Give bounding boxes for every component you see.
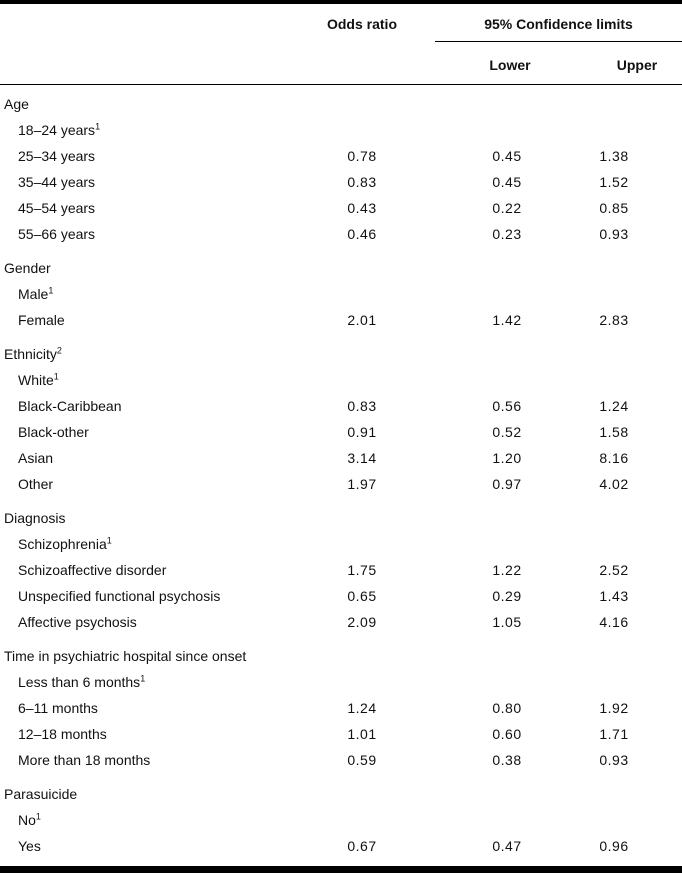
section-gender <box>4 255 682 333</box>
table-row <box>4 833 682 859</box>
odds-ratio-value: 0.83 <box>347 174 377 190</box>
ci-lower-value: 0.38 <box>492 752 522 768</box>
row-label-text: 25–34 years <box>18 148 96 164</box>
section-title-row <box>4 643 682 669</box>
ci-lower-value: 0.23 <box>492 226 522 242</box>
ci-lower-value: 0.80 <box>492 700 522 716</box>
table-row <box>4 669 682 695</box>
row-label-text: 45–54 years <box>18 200 96 216</box>
table-row <box>4 471 682 497</box>
table-row <box>4 807 682 833</box>
row-label <box>4 424 280 440</box>
column-header-lower: Lower <box>489 57 531 73</box>
table-row <box>4 117 682 143</box>
row-label-text: Less than 6 months <box>18 674 141 690</box>
odds-ratio-value: 0.67 <box>347 838 377 854</box>
reference-marker: 1 <box>53 371 59 382</box>
table-row <box>4 195 682 221</box>
table-row <box>4 445 682 471</box>
table-row <box>4 557 682 583</box>
odds-ratio-value: 3.14 <box>347 450 377 466</box>
reference-marker: 1 <box>95 121 101 132</box>
ci-upper-value: 4.16 <box>599 614 629 630</box>
section-title-text: Age <box>4 96 29 112</box>
table-row <box>4 169 682 195</box>
reference-marker: 1 <box>48 285 54 296</box>
ci-lower-value: 0.60 <box>492 726 522 742</box>
reference-marker: 1 <box>106 535 112 546</box>
section-parasuicide <box>4 781 682 859</box>
table-row <box>4 143 682 169</box>
row-label-text: 35–44 years <box>18 174 96 190</box>
row-label <box>4 614 280 630</box>
ci-upper-value: 1.43 <box>599 588 629 604</box>
section-title-row <box>4 341 682 367</box>
row-label <box>4 536 280 552</box>
row-label-text: Other <box>18 476 54 492</box>
ci-upper-value: 2.83 <box>599 312 629 328</box>
ci-lower-value: 1.22 <box>492 562 522 578</box>
row-label-text: Black-other <box>18 424 89 440</box>
row-label-text: Yes <box>18 838 41 854</box>
odds-ratio-value: 2.09 <box>347 614 377 630</box>
row-label <box>4 200 280 216</box>
row-label-text: White <box>18 372 54 388</box>
section-title-row <box>4 781 682 807</box>
row-label-text: No <box>18 812 36 828</box>
row-label-text: Asian <box>18 450 54 466</box>
table-row <box>4 393 682 419</box>
ci-upper-value: 8.16 <box>599 450 629 466</box>
row-label <box>4 752 280 768</box>
ci-upper-value: 4.02 <box>599 476 629 492</box>
ci-upper-value: 1.38 <box>599 148 629 164</box>
row-label-text: 12–18 months <box>18 726 107 742</box>
table-row <box>4 367 682 393</box>
row-label <box>4 174 280 190</box>
odds-ratio-value: 0.46 <box>347 226 377 242</box>
column-group-header-confidence-limits: 95% Confidence limits <box>435 16 682 42</box>
ci-lower-value: 0.29 <box>492 588 522 604</box>
ci-upper-value: 1.52 <box>599 174 629 190</box>
row-label <box>4 588 280 604</box>
table-row <box>4 307 682 333</box>
table-row <box>4 695 682 721</box>
row-label <box>4 148 280 164</box>
row-label-text: Female <box>18 312 65 328</box>
ci-lower-value: 0.97 <box>492 476 522 492</box>
ci-upper-value: 0.93 <box>599 752 629 768</box>
odds-ratio-value: 0.43 <box>347 200 377 216</box>
odds-ratio-value: 0.83 <box>347 398 377 414</box>
section-title <box>4 510 280 526</box>
odds-ratio-value: 0.91 <box>347 424 377 440</box>
section-age <box>4 91 682 247</box>
section-diagnosis <box>4 505 682 635</box>
odds-ratio-value: 1.75 <box>347 562 377 578</box>
reference-marker: 1 <box>35 811 41 822</box>
ci-lower-value: 0.45 <box>492 174 522 190</box>
ci-lower-value: 0.45 <box>492 148 522 164</box>
ci-upper-value: 0.96 <box>599 838 629 854</box>
row-label <box>4 286 280 302</box>
section-title <box>4 96 280 112</box>
ci-upper-value: 1.58 <box>599 424 629 440</box>
ci-upper-value: 1.71 <box>599 726 629 742</box>
ci-upper-value: 1.24 <box>599 398 629 414</box>
table-row <box>4 609 682 635</box>
row-label <box>4 398 280 414</box>
row-label-text: Male <box>18 286 49 302</box>
row-label <box>4 226 280 242</box>
row-label-text: 55–66 years <box>18 226 96 242</box>
row-label-text: 6–11 months <box>18 700 98 716</box>
odds-ratio-value: 1.01 <box>347 726 377 742</box>
row-label <box>4 372 280 388</box>
section-ethnicity <box>4 341 682 497</box>
section-title-row <box>4 255 682 281</box>
ci-lower-value: 1.20 <box>492 450 522 466</box>
row-label <box>4 838 280 854</box>
ci-lower-value: 1.05 <box>492 614 522 630</box>
ci-upper-value: 0.93 <box>599 226 629 242</box>
row-label <box>4 476 280 492</box>
odds-ratio-value: 1.24 <box>347 700 377 716</box>
table-header <box>0 4 682 85</box>
section-title-row <box>4 91 682 117</box>
column-header-upper: Upper <box>616 57 658 73</box>
row-label-text: Affective psychosis <box>18 614 137 630</box>
section-title <box>4 786 280 802</box>
odds-ratio-value: 2.01 <box>347 312 377 328</box>
row-label <box>4 700 280 716</box>
section-title <box>4 648 280 664</box>
row-label <box>4 122 280 138</box>
row-label-text: 18–24 years <box>18 122 96 138</box>
ci-lower-value: 0.52 <box>492 424 522 440</box>
ci-upper-value: 2.52 <box>599 562 629 578</box>
section-title-text: Parasuicide <box>4 786 78 802</box>
row-label <box>4 562 280 578</box>
row-label-text: Unspecified functional psychosis <box>18 588 221 604</box>
odds-ratio-value: 1.97 <box>347 476 377 492</box>
ci-upper-value: 1.92 <box>599 700 629 716</box>
section-title <box>4 260 280 276</box>
section-title-text: Ethnicity <box>4 346 57 362</box>
ci-upper-value: 0.85 <box>599 200 629 216</box>
odds-ratio-value: 0.65 <box>347 588 377 604</box>
table-body <box>0 85 682 859</box>
section-time-in-hospital <box>4 643 682 773</box>
table-row <box>4 531 682 557</box>
section-title-text: Diagnosis <box>4 510 66 526</box>
table-row <box>4 721 682 747</box>
table-row <box>4 583 682 609</box>
row-label <box>4 674 280 690</box>
table-row <box>4 747 682 773</box>
row-label <box>4 450 280 466</box>
row-label <box>4 812 280 828</box>
row-label <box>4 312 280 328</box>
odds-ratio-value: 0.59 <box>347 752 377 768</box>
column-header-odds-ratio: Odds ratio <box>326 16 397 32</box>
row-label-text: More than 18 months <box>18 752 151 768</box>
ci-lower-value: 0.56 <box>492 398 522 414</box>
section-title <box>4 346 280 362</box>
ci-lower-value: 0.22 <box>492 200 522 216</box>
section-title-row <box>4 505 682 531</box>
section-title-text: Gender <box>4 260 51 276</box>
section-title-text: Time in psychiatric hospital since onset <box>4 648 247 664</box>
row-label <box>4 726 280 742</box>
reference-marker: 2 <box>56 345 62 356</box>
reference-marker: 1 <box>140 673 146 684</box>
row-label-text: Black-Caribbean <box>18 398 122 414</box>
ci-lower-value: 1.42 <box>492 312 522 328</box>
odds-ratio-value: 0.78 <box>347 148 377 164</box>
table-row <box>4 221 682 247</box>
table-row <box>4 281 682 307</box>
row-label-text: Schizoaffective disorder <box>18 562 167 578</box>
ci-lower-value: 0.47 <box>492 838 522 854</box>
row-label-text: Schizophrenia <box>18 536 107 552</box>
table-row <box>4 419 682 445</box>
